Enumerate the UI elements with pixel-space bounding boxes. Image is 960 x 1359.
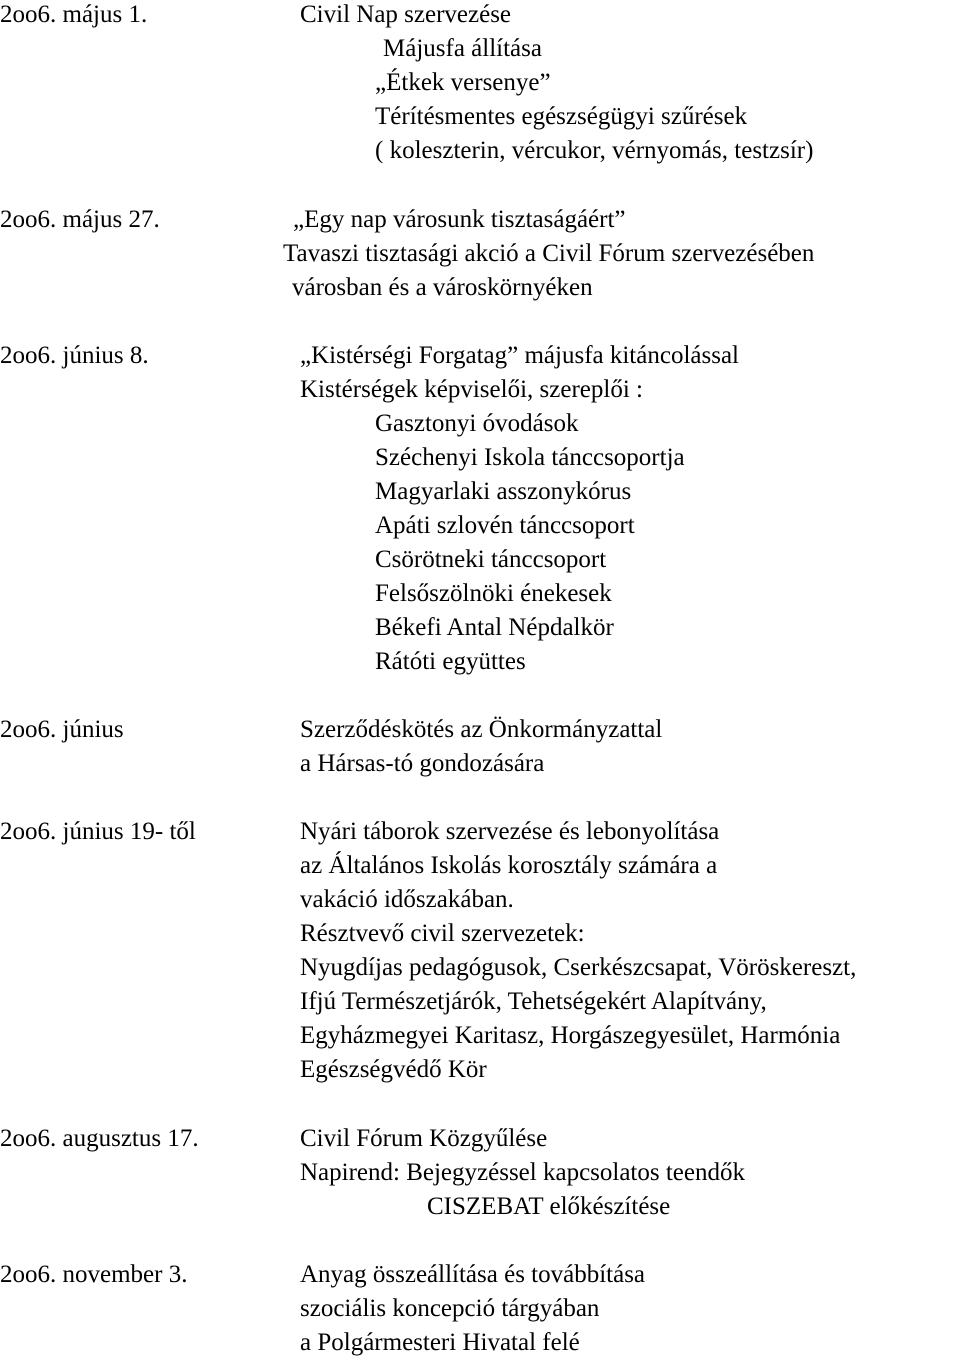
entry-line: az Általános Iskolás korosztály számára a: [300, 852, 718, 879]
entry-line: Anyag összeállítása és továbbítása: [300, 1261, 646, 1288]
entry-line: Csörötneki tánccsoport: [375, 546, 607, 573]
entry-line: Apáti szlovén tánccsoport: [375, 512, 635, 539]
entry-line: Felsőszölnöki énekesek: [375, 580, 612, 607]
entry-line: Egyházmegyei Karitasz, Horgászegyesület, Harmónia: [300, 1022, 841, 1049]
entry-line: Magyarlaki asszonykórus: [375, 478, 632, 505]
entry-line: vakáció időszakában.: [300, 886, 514, 913]
entry-line: városban és a városkörnyéken: [292, 274, 593, 301]
entry-line: CISZEBAT előkészítése: [427, 1193, 671, 1220]
entry-date: 2oo6. május 1.: [0, 1, 148, 28]
entry-line: Résztvevő civil szervezetek:: [300, 920, 585, 947]
entry-line: Nyugdíjas pedagógusok, Cserkészcsapat, Vöröskereszt,: [300, 954, 857, 981]
entry-date: 2oo6. június 19- től: [0, 818, 196, 845]
entry-line: Májusfa állítása: [383, 35, 542, 62]
entry-line: Békefi Antal Népdalkör: [375, 614, 614, 641]
entry-line: Rátóti együttes: [375, 648, 526, 675]
entry-line: Egészségvédő Kör: [300, 1056, 487, 1083]
entry-line: szociális koncepció tárgyában: [300, 1295, 600, 1322]
entry-line: Nyári táborok szervezése és lebonyolítása: [300, 818, 720, 845]
entry-line: Civil Fórum Közgyűlése: [300, 1125, 548, 1152]
entry-date: 2oo6. november 3.: [0, 1261, 188, 1288]
entry-line: Térítésmentes egészségügyi szűrések: [375, 103, 748, 130]
entry-date: 2oo6. május 27.: [0, 206, 160, 233]
entry-line: „Kistérségi Forgatag” májusfa kitáncolással: [300, 342, 739, 369]
entry-date: 2oo6. augusztus 17.: [0, 1125, 199, 1152]
entry-line: a Hársas-tó gondozására: [300, 750, 545, 777]
entry-line: Széchenyi Iskola tánccsoportja: [375, 444, 685, 471]
entry-line: Napirend: Bejegyzéssel kapcsolatos teendők: [300, 1159, 745, 1186]
entry-date: 2oo6. június: [0, 716, 124, 743]
entry-line: Civil Nap szervezése: [300, 1, 512, 28]
entry-date: 2oo6. június 8.: [0, 342, 149, 369]
entry-line: ( koleszterin, vércukor, vérnyomás, testzsír): [375, 137, 814, 164]
entry-line: Kistérségek képviselői, szereplői :: [300, 376, 643, 403]
entry-line: Gasztonyi óvodások: [375, 410, 579, 437]
entry-line: Ifjú Természetjárók, Tehetségekért Alapítvány,: [300, 988, 767, 1015]
entry-line: Tavaszi tisztasági akció a Civil Fórum szervezésében: [283, 240, 815, 267]
entry-line: Szerződéskötés az Önkormányzattal: [300, 716, 663, 743]
entry-line: „Étkek versenye”: [375, 69, 551, 96]
entry-line: „Egy nap városunk tisztaságáért”: [293, 206, 626, 233]
entry-line: a Polgármesteri Hivatal felé: [300, 1329, 580, 1356]
